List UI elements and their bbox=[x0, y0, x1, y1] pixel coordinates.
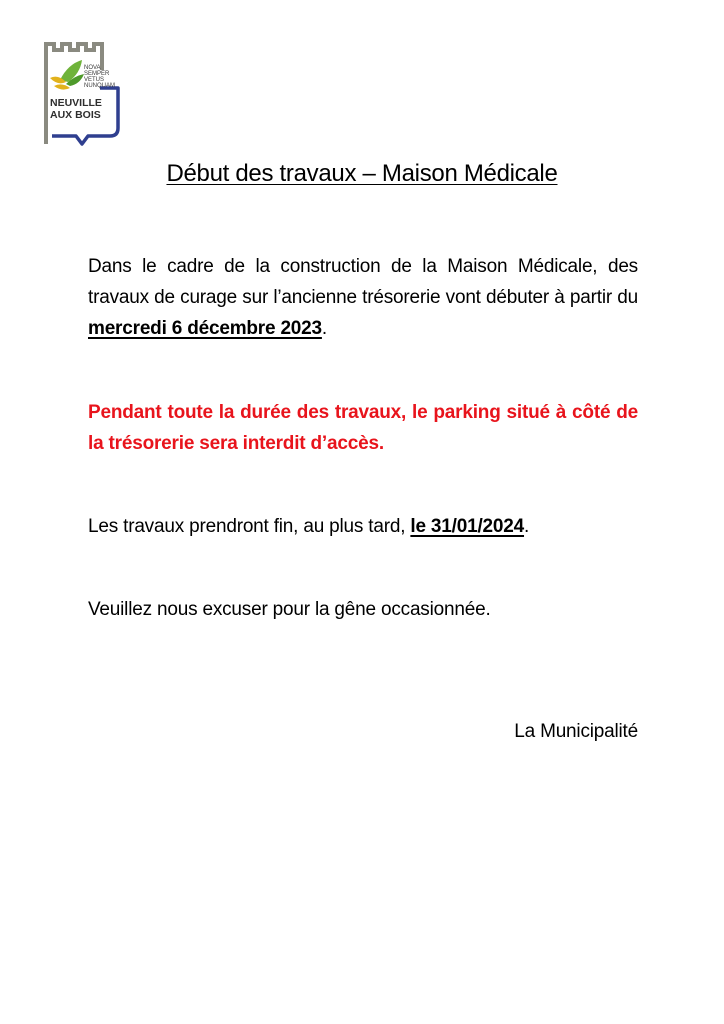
document-title: Début des travaux – Maison Médicale bbox=[166, 160, 558, 187]
parking-warning: Pendant toute la durée des travaux, le parking situé à côté de la trésorerie sera interdit d’accès. bbox=[88, 402, 638, 454]
end-date-emphasis: le 31/01/2024 bbox=[410, 516, 525, 537]
start-date-emphasis: mercredi 6 décembre 2023 bbox=[88, 318, 322, 339]
logo-motto-2: SEMPER bbox=[84, 71, 110, 77]
paragraph-start-date bbox=[88, 251, 638, 344]
paragraph-end-date-suffix: . bbox=[524, 516, 530, 537]
apology-paragraph: Veuillez nous excuser pour la gêne occasionnée. bbox=[88, 599, 491, 620]
logo-motto-1: NOVA bbox=[84, 65, 101, 71]
logo-motto-4: NUNQUAM bbox=[84, 83, 115, 89]
logo-name-2: AUX BOIS bbox=[50, 109, 101, 121]
paragraph-start-date-text: Dans le cadre de la construction de la Maison Médicale, des travaux de curage sur l’ancienne trésorerie vont débuter à partir du bbox=[88, 256, 638, 308]
paragraph-end-date bbox=[88, 511, 638, 542]
logo-name-1: NEUVILLE bbox=[50, 97, 102, 109]
paragraph-start-date-suffix: . bbox=[321, 318, 327, 339]
logo-motto-3: VETUS bbox=[84, 77, 105, 83]
municipality-logo bbox=[40, 40, 124, 146]
signature: La Municipalité bbox=[514, 721, 638, 742]
paragraph-end-date-text: Les travaux prendront fin, au plus tard, bbox=[88, 516, 411, 537]
castle-tower-icon bbox=[40, 40, 124, 146]
